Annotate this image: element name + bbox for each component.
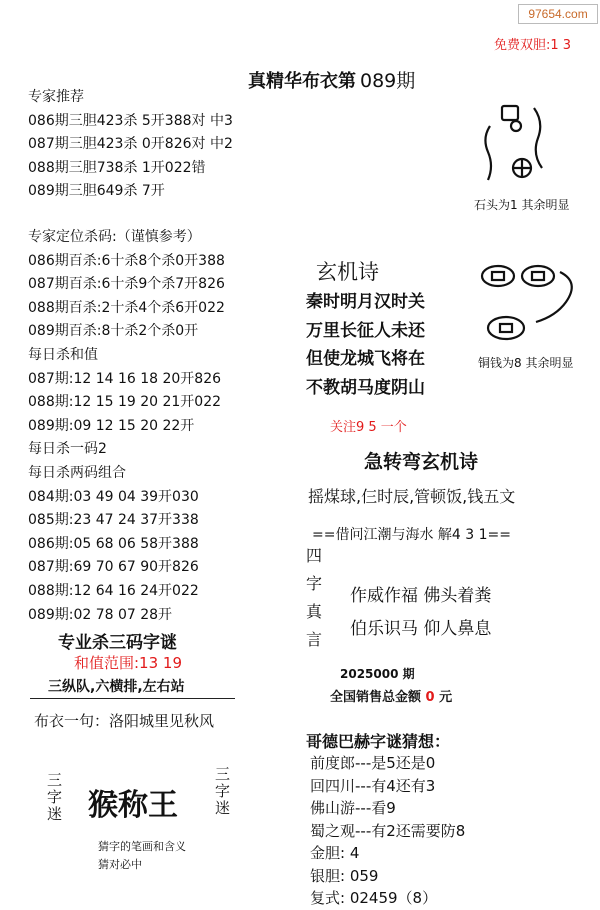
four-words-line: 作威作福 佛头着粪	[350, 586, 492, 606]
goethe-list	[310, 752, 465, 910]
sales-total	[330, 686, 452, 705]
coin-icon-2	[522, 266, 554, 286]
daily-sum-heading: 每日杀和值	[28, 346, 98, 363]
list-item: 088期:12 15 19 20 21开022	[28, 394, 222, 411]
stone-icon	[502, 106, 518, 120]
sum-range-label: 和值范围:13 19	[74, 654, 182, 672]
sales-amount: 0	[425, 690, 435, 705]
list-item: 087期:69 70 67 90开826	[28, 559, 199, 576]
list-item: 复式: 02459（8）	[310, 889, 438, 907]
title-main: 真精华布衣第	[248, 71, 356, 92]
list-item: 087期百杀:6十杀9个杀7开826	[28, 276, 225, 293]
four-words-char: 言	[306, 630, 323, 649]
sales-issue: 2025000 期	[340, 667, 415, 681]
poem-line: 秦时明月汉时关	[306, 292, 425, 312]
divider	[30, 698, 235, 699]
xuanji-poem	[306, 288, 425, 402]
follow-label: 关注9 5 一个	[330, 420, 407, 435]
poem-line: 不教胡马度阴山	[306, 377, 425, 398]
pro-riddle-title: 专业杀三码字谜	[58, 633, 177, 653]
stone-chain-left	[485, 126, 491, 180]
stone-caption: 石头为1 其余明显	[474, 198, 570, 212]
list-item: 089期:09 12 15 20 22开	[28, 417, 195, 434]
daily-two-heading: 每日杀两码组合	[28, 464, 126, 481]
list-item: 089期三胆649杀 7开	[28, 183, 165, 200]
coin-caption: 铜钱为8 其余明显	[478, 356, 574, 370]
goethe-heading: 哥德巴赫字谜猜想：	[306, 732, 451, 751]
position-kill-section	[28, 226, 225, 627]
list-item: 回四川---有4还有3	[310, 776, 436, 795]
list-item: 086期:05 68 06 58开388	[28, 535, 199, 552]
list-item: 084期:03 49 04 39开030	[28, 488, 199, 505]
coin-icon-3	[488, 317, 524, 339]
list-item: 087期:12 14 16 18 20开826	[28, 370, 222, 387]
daily-one-kill: 每日杀一码2	[28, 441, 107, 458]
four-words-char: 真	[306, 602, 323, 621]
list-item: 088期三胆738杀 1开022错	[28, 159, 206, 176]
free-pair-label: 免费双胆:1 3	[494, 38, 572, 53]
four-words-char: 字	[306, 574, 323, 593]
list-item: 前度郎---是5还是0	[310, 754, 436, 772]
four-words-char: 四	[306, 546, 323, 565]
three-riddle-main: 猴称王	[88, 788, 178, 823]
poem-line: 万里长征人未还	[306, 320, 425, 341]
turn-poem-jie: ==借问江潮与海水 解4 3 1==	[312, 527, 511, 543]
coin-figure	[478, 258, 588, 350]
title-issue: 089期	[360, 70, 416, 92]
expert-section	[28, 86, 233, 204]
three-riddle-hint: 猜字的笔画和含义	[98, 840, 186, 853]
list-item: 088期百杀:2十杀4个杀6开022	[28, 299, 225, 316]
three-riddle-hint-2: 猜对必中	[98, 858, 142, 871]
three-riddle-left-label: 三字迷	[45, 772, 63, 823]
sales-label: 全国销售总金额	[330, 690, 422, 705]
list-item: 银胆: 059	[310, 866, 379, 885]
coin-icon	[482, 266, 514, 286]
turn-poem-items: 摇煤球,仨时辰,管顿饭,钱五文	[308, 487, 516, 506]
three-riddle-right-label: 三字迷	[213, 766, 231, 817]
list-item: 085期:23 47 24 37开338	[28, 512, 199, 529]
page-title	[248, 66, 415, 93]
list-item: 086期百杀:6十杀8个杀0开388	[28, 252, 225, 269]
list-item: 089期:02 78 07 28开	[28, 606, 173, 623]
turn-poem-heading: 急转弯玄机诗	[364, 451, 479, 473]
list-item: 佛山游---看9	[310, 799, 396, 817]
xuanji-heading: 玄机诗	[316, 260, 379, 284]
four-words-chars	[306, 542, 322, 654]
sales-unit: 元	[439, 690, 453, 705]
expert-heading: 专家推荐	[28, 89, 84, 105]
pro-riddle-line: 三纵队,六横排,左右站	[48, 679, 185, 695]
position-kill-heading: 专家定位杀码:（谨慎参考）	[28, 229, 201, 245]
poem-line: 但使龙城飞将在	[306, 349, 425, 370]
list-item: 086期三胆423杀 5开388对 中3	[28, 112, 233, 129]
list-item: 089期百杀:8十杀2个杀0开	[28, 323, 199, 340]
watermark-logo: 97654.com	[518, 4, 598, 24]
list-item: 蜀之观---有2还需要防8	[310, 821, 466, 840]
list-item: 088期:12 64 16 24开022	[28, 582, 199, 599]
stone-chain-right	[534, 108, 542, 168]
buyi-line: 布衣一句：洛阳城里见秋风	[34, 712, 215, 730]
four-words-line: 伯乐识马 仰人鼻息	[350, 619, 492, 639]
stone-figure	[470, 98, 580, 194]
list-item: 087期三胆423杀 0开826对 中2	[28, 136, 233, 153]
list-item: 金胆: 4	[310, 844, 360, 862]
